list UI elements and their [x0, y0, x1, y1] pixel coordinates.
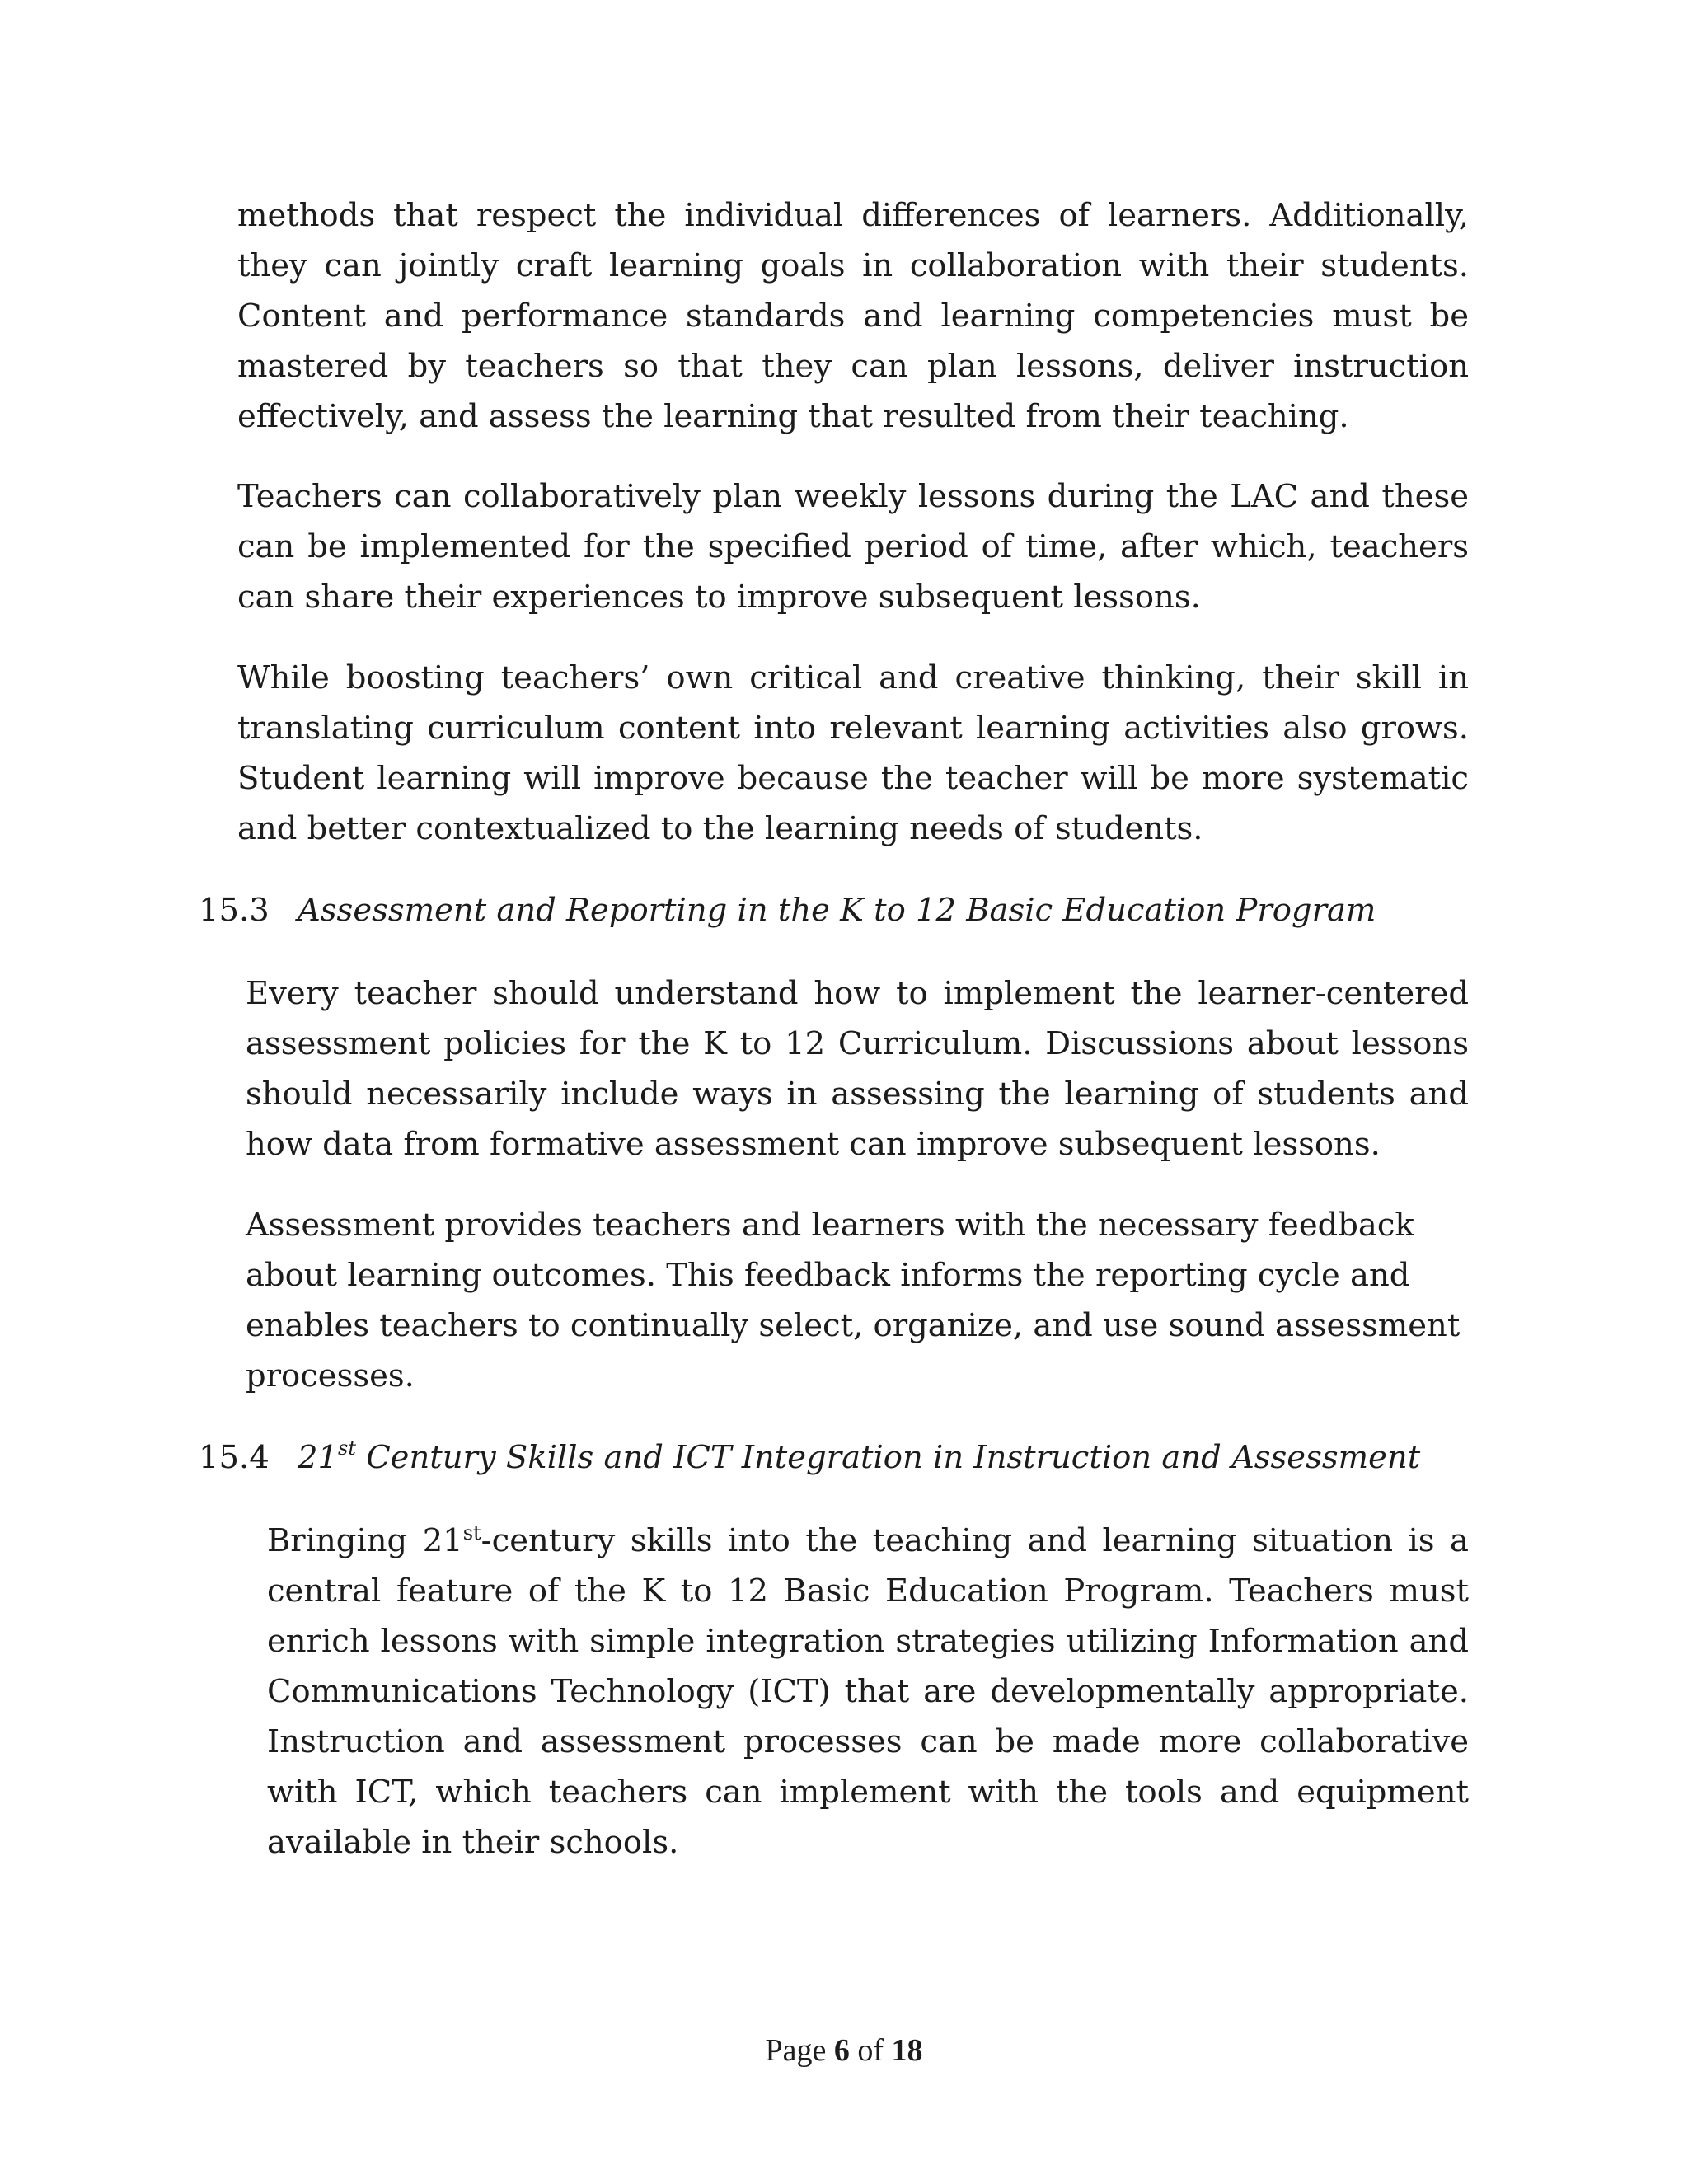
paragraph-lesson-methods: methods that respect the individual differences of learners. Additionally, they can jointly craft learning goals in collaboration with their students. Content and performance standards and learning competencies must be mastered by teachers so that they can plan lessons, deliver instruction effectively, and assess the learning that resulted from their teaching. — [237, 197, 1469, 435]
paragraph-collaborative-planning: Teachers can collaboratively plan weekly lessons during the LAC and these can be implemented for the specified period of time, after which, teachers can share their experiences to improve subsequent lessons. — [237, 478, 1469, 616]
current-page-number: 6 — [833, 2033, 850, 2068]
paragraph-assessment-policies: Every teacher should understand how to implement the learner-centered assessment policies for the K to 12 Curriculum. Discussions about lessons should necessarily include ways in assessing the learning of students and how data from formative assessment can improve subsequent lessons. — [246, 975, 1469, 1163]
total-pages-number: 18 — [891, 2033, 923, 2068]
section-number: 15.4 — [199, 1439, 270, 1476]
paragraph-21st-century-skills: Bringing 21st-century skills into the teaching and learning situation is a central feature of the K to 12 Basic Education Program. Teachers must enrich lessons with simple integration strategies utilizing Information and Communications Technology (ICT) that are developmentally appropriate. Instruction and assessment processes can be made more collaborative with ICT, which teachers can implement with the tools and equipment available in their schools. — [267, 1521, 1469, 1861]
section-title: 21st Century Skills and ICT Integration in Instruction and Assessment — [298, 1436, 1421, 1476]
section-heading-15-4 — [199, 1432, 1420, 1483]
section-title: Assessment and Reporting in the K to 12 Basic Education Program — [298, 892, 1376, 929]
paragraph-critical-thinking: While boosting teachers’ own critical and creative thinking, their skill in translating curriculum content into relevant learning activities also grows. Student learning will improve because the teacher will be more systematic and better contextualized to the learning needs of students. — [237, 659, 1469, 847]
section-number: 15.3 — [199, 892, 270, 929]
page-number-footer: Page 6 of 18 — [765, 2033, 923, 2068]
paragraph-assessment-feedback: Assessment provides teachers and learners with the necessary feedback about learning outcomes. This feedback informs the reporting cycle and enables teachers to continually select, organize, and use sound assessment processes. — [246, 1207, 1461, 1394]
section-heading-15-3 — [199, 885, 1376, 935]
